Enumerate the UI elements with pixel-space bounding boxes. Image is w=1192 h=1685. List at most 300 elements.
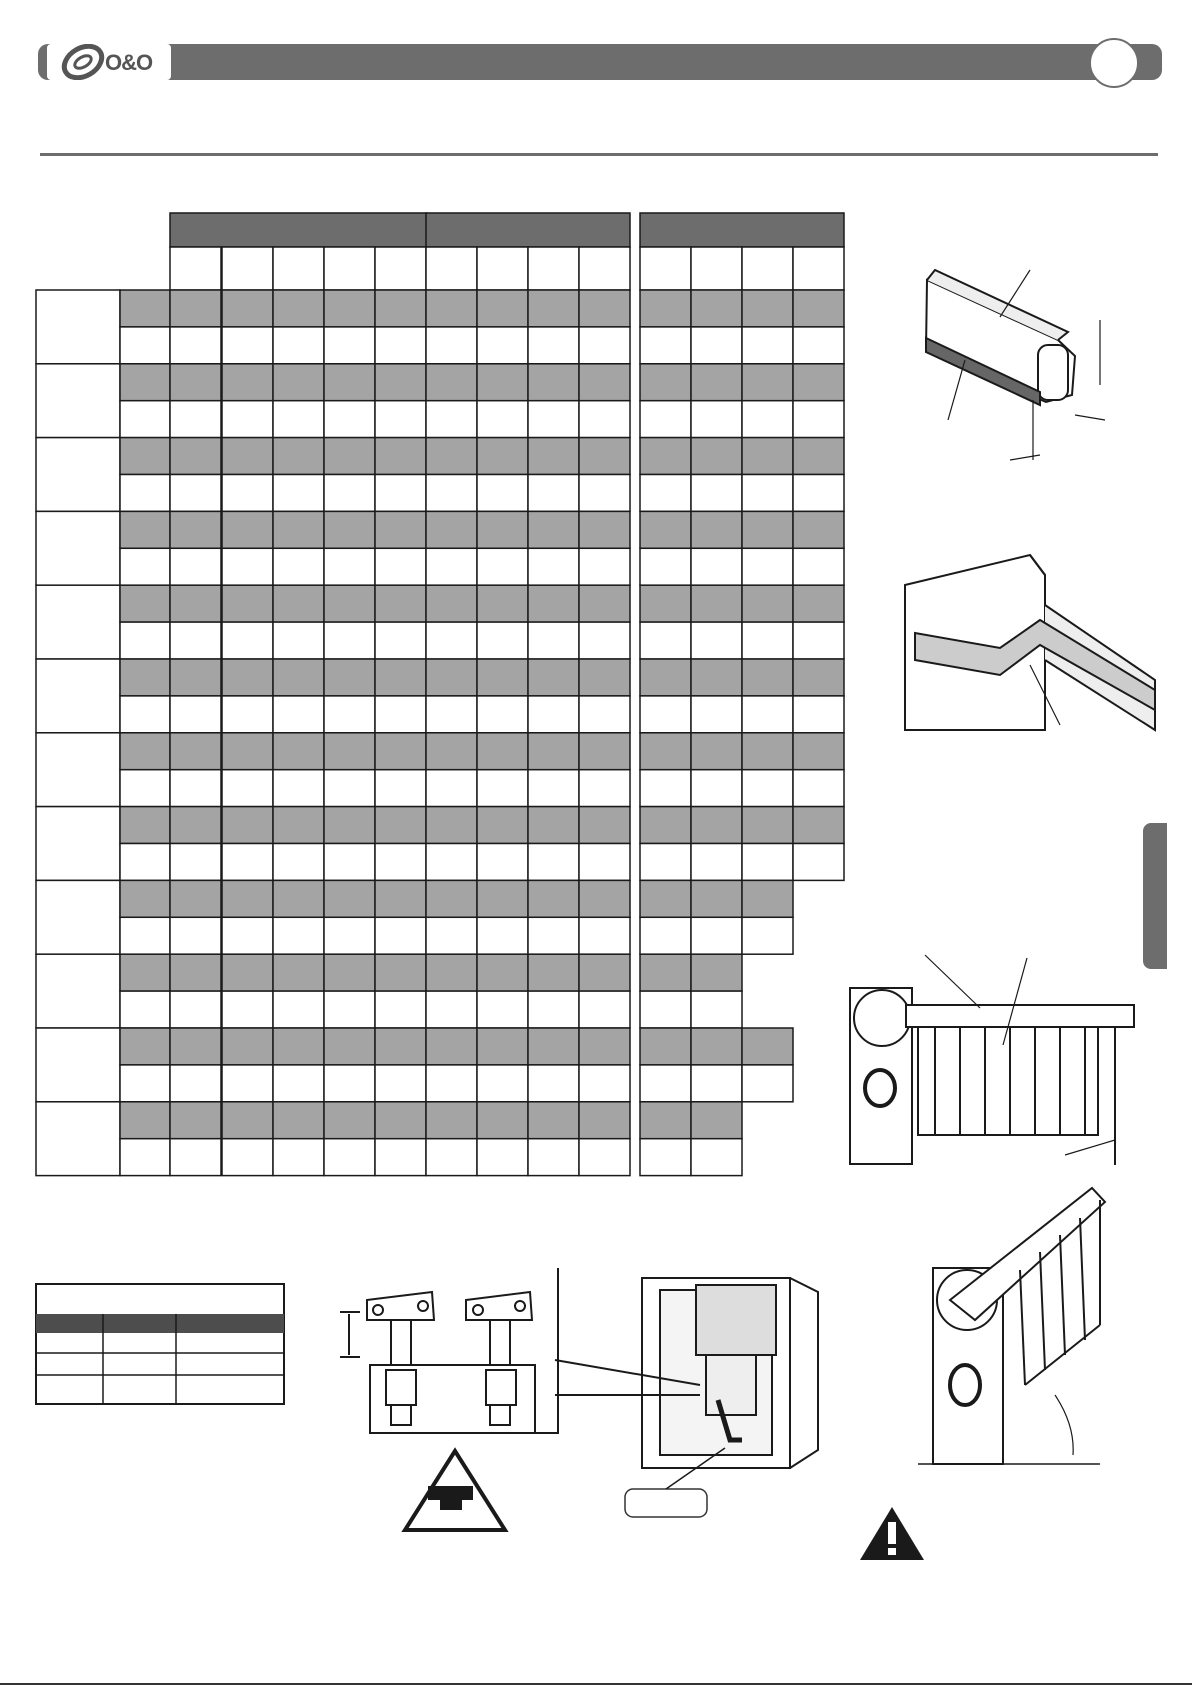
table-cell <box>273 733 324 770</box>
row-sub-cell <box>120 696 170 733</box>
table-cell <box>324 733 375 770</box>
table-cell <box>324 327 375 364</box>
table-cell <box>375 880 426 917</box>
table-cell <box>579 1028 630 1065</box>
table-cell <box>579 733 630 770</box>
table-cell <box>742 475 793 512</box>
table-cell <box>742 548 793 585</box>
table-cell <box>375 364 426 401</box>
table-cell <box>222 659 273 696</box>
table-cell <box>477 585 528 622</box>
table-cell <box>222 770 273 807</box>
table-cell <box>324 1065 375 1102</box>
table-cell <box>640 1139 691 1176</box>
table-cell <box>426 511 477 548</box>
table-cell <box>640 364 691 401</box>
table-cell <box>477 696 528 733</box>
table-cell <box>170 991 221 1028</box>
table-cell <box>273 548 324 585</box>
table-cell <box>170 807 221 844</box>
table-cell <box>742 1028 793 1065</box>
bracket-illustration <box>905 555 1155 730</box>
table-cell <box>375 290 426 327</box>
table-cell <box>742 401 793 438</box>
table-cell <box>375 622 426 659</box>
row-sub-cell <box>120 511 170 548</box>
boom-profile-illustration <box>926 270 1105 460</box>
table-cell <box>426 917 477 954</box>
table-cell <box>222 696 273 733</box>
table-cell <box>477 401 528 438</box>
table-cell <box>170 364 221 401</box>
table-cell <box>640 548 691 585</box>
table-cell <box>222 290 273 327</box>
table-cell <box>579 696 630 733</box>
table-cell <box>170 844 221 881</box>
table-cell <box>691 1028 742 1065</box>
table-cell <box>426 585 477 622</box>
table-cell <box>477 1028 528 1065</box>
row-sub-cell <box>120 917 170 954</box>
table-cell <box>273 991 324 1028</box>
row-sub-cell <box>120 733 170 770</box>
table-cell <box>170 1065 221 1102</box>
table-cell <box>273 511 324 548</box>
barrier-open-illustration <box>918 1188 1105 1464</box>
table-cell <box>579 438 630 475</box>
table-cell <box>691 548 742 585</box>
table-cell <box>170 733 221 770</box>
table-cell <box>691 475 742 512</box>
table-cell <box>640 622 691 659</box>
table-cell <box>528 548 579 585</box>
table-cell <box>691 622 742 659</box>
row-sub-cell <box>120 991 170 1028</box>
table-cell <box>324 622 375 659</box>
table-cell <box>375 733 426 770</box>
table-cell <box>170 696 221 733</box>
table-cell <box>640 1102 691 1139</box>
column-header-cell <box>528 247 579 290</box>
table-cell <box>477 438 528 475</box>
table-cell <box>170 1102 221 1139</box>
table-cell <box>793 290 844 327</box>
row-sub-cell <box>120 622 170 659</box>
table-cell <box>528 807 579 844</box>
table-cell <box>324 917 375 954</box>
table-cell <box>273 438 324 475</box>
column-header-cell <box>477 247 528 290</box>
bolt-adjustment-illustration <box>340 1268 558 1433</box>
table-cell <box>170 770 221 807</box>
table-cell <box>579 770 630 807</box>
table-cell <box>375 807 426 844</box>
table-cell <box>170 659 221 696</box>
warning-icon <box>860 1507 924 1560</box>
table-cell <box>426 733 477 770</box>
crush-hazard-icon <box>405 1451 505 1530</box>
table-cell <box>170 511 221 548</box>
table-cell <box>742 696 793 733</box>
column-header-cell <box>742 247 793 290</box>
table-group-header <box>426 213 630 247</box>
table-cell <box>324 991 375 1028</box>
table-cell <box>170 622 221 659</box>
table-cell <box>170 917 221 954</box>
motor-cabinet-illustration <box>555 1278 818 1468</box>
table-cell <box>691 438 742 475</box>
table-cell <box>528 1028 579 1065</box>
table-cell <box>640 1028 691 1065</box>
table-cell <box>640 954 691 991</box>
table-cell <box>273 1065 324 1102</box>
table-cell <box>375 770 426 807</box>
table-cell <box>691 659 742 696</box>
table-cell <box>691 401 742 438</box>
table-cell <box>691 954 742 991</box>
table-cell <box>579 475 630 512</box>
column-header-cell <box>793 247 844 290</box>
table-cell <box>426 475 477 512</box>
table-cell <box>742 438 793 475</box>
brand-name: O&O <box>105 50 153 75</box>
table-cell <box>273 475 324 512</box>
column-header-cell <box>579 247 630 290</box>
table-cell <box>426 438 477 475</box>
table-cell <box>793 770 844 807</box>
table-cell <box>742 917 793 954</box>
table-cell <box>170 438 221 475</box>
table-cell <box>528 659 579 696</box>
table-cell <box>222 844 273 881</box>
table-cell <box>579 1065 630 1102</box>
table-cell <box>477 622 528 659</box>
column-header-cell <box>426 247 477 290</box>
table-cell <box>528 438 579 475</box>
table-cell <box>528 844 579 881</box>
row-sub-cell <box>120 1065 170 1102</box>
barrier-skirt-illustration <box>850 955 1134 1165</box>
table-cell <box>222 1065 273 1102</box>
table-cell <box>793 585 844 622</box>
table-cell <box>170 585 221 622</box>
table-cell <box>793 475 844 512</box>
table-cell <box>324 1028 375 1065</box>
table-cell <box>579 548 630 585</box>
table-cell <box>528 401 579 438</box>
table-cell <box>742 1065 793 1102</box>
row-sub-cell <box>120 880 170 917</box>
table-cell <box>477 770 528 807</box>
row-sub-cell <box>120 438 170 475</box>
table-cell <box>273 917 324 954</box>
table-cell <box>273 585 324 622</box>
table-cell <box>742 622 793 659</box>
table-cell <box>222 1102 273 1139</box>
table-cell <box>691 733 742 770</box>
table-cell <box>426 1028 477 1065</box>
table-cell <box>691 880 742 917</box>
table-cell <box>426 622 477 659</box>
table-cell <box>691 1139 742 1176</box>
column-header-cell <box>222 247 273 290</box>
row-label-cell <box>36 659 120 733</box>
table-cell <box>426 364 477 401</box>
table-cell <box>691 844 742 881</box>
table-cell <box>426 1065 477 1102</box>
table-cell <box>426 1102 477 1139</box>
table-cell <box>375 1065 426 1102</box>
spec-table <box>36 213 844 1176</box>
table-cell <box>324 1102 375 1139</box>
table-cell <box>579 1139 630 1176</box>
row-sub-cell <box>120 659 170 696</box>
table-cell <box>793 401 844 438</box>
table-group-header <box>170 213 427 247</box>
table-cell <box>640 696 691 733</box>
row-sub-cell <box>120 290 170 327</box>
table-cell <box>742 770 793 807</box>
row-label-cell <box>36 733 120 807</box>
table-cell <box>273 659 324 696</box>
table-cell <box>691 770 742 807</box>
small-table <box>36 1284 284 1404</box>
table-cell <box>691 511 742 548</box>
row-label-cell <box>36 364 120 438</box>
table-cell <box>640 733 691 770</box>
table-cell <box>477 954 528 991</box>
table-cell <box>640 290 691 327</box>
table-cell <box>691 585 742 622</box>
row-sub-cell <box>120 1139 170 1176</box>
table-cell <box>640 475 691 512</box>
table-cell <box>477 917 528 954</box>
table-cell <box>324 364 375 401</box>
table-cell <box>426 659 477 696</box>
table-cell <box>793 327 844 364</box>
table-cell <box>579 844 630 881</box>
table-cell <box>579 327 630 364</box>
table-cell <box>426 954 477 991</box>
table-cell <box>324 475 375 512</box>
table-cell <box>793 733 844 770</box>
table-cell <box>691 1065 742 1102</box>
table-cell <box>742 585 793 622</box>
row-label-cell <box>36 1028 120 1102</box>
table-cell <box>528 475 579 512</box>
table-cell <box>528 1139 579 1176</box>
row-label-cell <box>36 511 120 585</box>
table-cell <box>640 807 691 844</box>
row-label-cell <box>36 880 120 954</box>
table-cell <box>640 327 691 364</box>
table-cell <box>273 880 324 917</box>
table-cell <box>528 917 579 954</box>
table-cell <box>375 917 426 954</box>
table-cell <box>579 659 630 696</box>
table-cell <box>426 880 477 917</box>
table-cell <box>528 364 579 401</box>
table-cell <box>324 511 375 548</box>
table-cell <box>579 364 630 401</box>
table-cell <box>273 327 324 364</box>
table-cell <box>793 844 844 881</box>
table-cell <box>579 511 630 548</box>
table-cell <box>691 917 742 954</box>
table-cell <box>375 1028 426 1065</box>
table-cell <box>640 585 691 622</box>
row-sub-cell <box>120 844 170 881</box>
table-cell <box>640 401 691 438</box>
table-cell <box>528 327 579 364</box>
table-cell <box>222 954 273 991</box>
table-cell <box>426 401 477 438</box>
table-cell <box>426 327 477 364</box>
row-sub-cell <box>120 954 170 991</box>
table-cell <box>793 511 844 548</box>
table-cell <box>375 991 426 1028</box>
table-cell <box>579 917 630 954</box>
table-cell <box>793 807 844 844</box>
row-label-cell <box>36 290 120 364</box>
table-cell <box>793 659 844 696</box>
table-cell <box>579 585 630 622</box>
table-cell <box>273 696 324 733</box>
table-cell <box>222 991 273 1028</box>
table-cell <box>793 548 844 585</box>
column-header-cell <box>170 247 221 290</box>
table-cell <box>528 511 579 548</box>
table-cell <box>477 364 528 401</box>
row-sub-cell <box>120 585 170 622</box>
table-cell <box>324 954 375 991</box>
table-cell <box>375 696 426 733</box>
table-cell <box>528 696 579 733</box>
table-cell <box>640 880 691 917</box>
table-cell <box>477 1139 528 1176</box>
table-cell <box>375 327 426 364</box>
table-cell <box>426 807 477 844</box>
table-cell <box>528 585 579 622</box>
table-cell <box>579 880 630 917</box>
row-label-cell <box>36 1102 120 1176</box>
table-cell <box>222 327 273 364</box>
table-cell <box>477 844 528 881</box>
table-cell <box>742 844 793 881</box>
table-cell <box>273 401 324 438</box>
column-header-cell <box>273 247 324 290</box>
table-cell <box>324 696 375 733</box>
table-cell <box>426 290 477 327</box>
table-cell <box>793 364 844 401</box>
table-cell <box>477 1065 528 1102</box>
table-cell <box>742 327 793 364</box>
table-cell <box>691 991 742 1028</box>
row-sub-cell <box>120 327 170 364</box>
table-cell <box>222 917 273 954</box>
table-cell <box>477 733 528 770</box>
row-sub-cell <box>120 401 170 438</box>
table-cell <box>222 364 273 401</box>
table-cell <box>640 438 691 475</box>
table-cell <box>324 807 375 844</box>
table-cell <box>477 290 528 327</box>
table-cell <box>691 327 742 364</box>
table-cell <box>579 954 630 991</box>
table-cell <box>273 770 324 807</box>
table-cell <box>324 880 375 917</box>
table-cell <box>222 548 273 585</box>
column-header-cell <box>691 247 742 290</box>
table-cell <box>426 696 477 733</box>
row-label-cell <box>36 807 120 881</box>
table-cell <box>222 733 273 770</box>
table-cell <box>528 770 579 807</box>
table-cell <box>273 1102 324 1139</box>
table-cell <box>579 401 630 438</box>
table-cell <box>477 807 528 844</box>
table-cell <box>375 954 426 991</box>
table-cell <box>691 290 742 327</box>
table-cell <box>640 844 691 881</box>
table-cell <box>375 511 426 548</box>
table-cell <box>375 401 426 438</box>
table-cell <box>273 290 324 327</box>
table-cell <box>324 1139 375 1176</box>
table-cell <box>375 1139 426 1176</box>
table-cell <box>222 511 273 548</box>
table-cell <box>222 1028 273 1065</box>
table-cell <box>170 954 221 991</box>
table-cell <box>579 807 630 844</box>
table-cell <box>273 807 324 844</box>
row-sub-cell <box>120 364 170 401</box>
table-cell <box>273 364 324 401</box>
table-cell <box>324 585 375 622</box>
table-cell <box>477 659 528 696</box>
table-cell <box>222 401 273 438</box>
table-cell <box>691 364 742 401</box>
table-cell <box>273 1028 324 1065</box>
row-sub-cell <box>120 1102 170 1139</box>
table-cell <box>477 991 528 1028</box>
row-sub-cell <box>120 1028 170 1065</box>
table-cell <box>375 1102 426 1139</box>
table-cell <box>375 585 426 622</box>
table-cell <box>375 475 426 512</box>
table-cell <box>170 475 221 512</box>
table-cell <box>222 807 273 844</box>
table-cell <box>170 290 221 327</box>
table-cell <box>375 844 426 881</box>
table-cell <box>170 548 221 585</box>
table-cell <box>742 290 793 327</box>
table-cell <box>528 622 579 659</box>
row-label-cell <box>36 438 120 512</box>
table-cell <box>222 622 273 659</box>
table-cell <box>222 880 273 917</box>
table-cell <box>579 622 630 659</box>
row-sub-cell <box>120 475 170 512</box>
table-group-header <box>640 213 844 247</box>
column-header-cell <box>640 247 691 290</box>
table-cell <box>640 511 691 548</box>
table-cell <box>324 438 375 475</box>
table-cell <box>222 438 273 475</box>
table-cell <box>426 548 477 585</box>
table-cell <box>742 880 793 917</box>
table-cell <box>324 659 375 696</box>
